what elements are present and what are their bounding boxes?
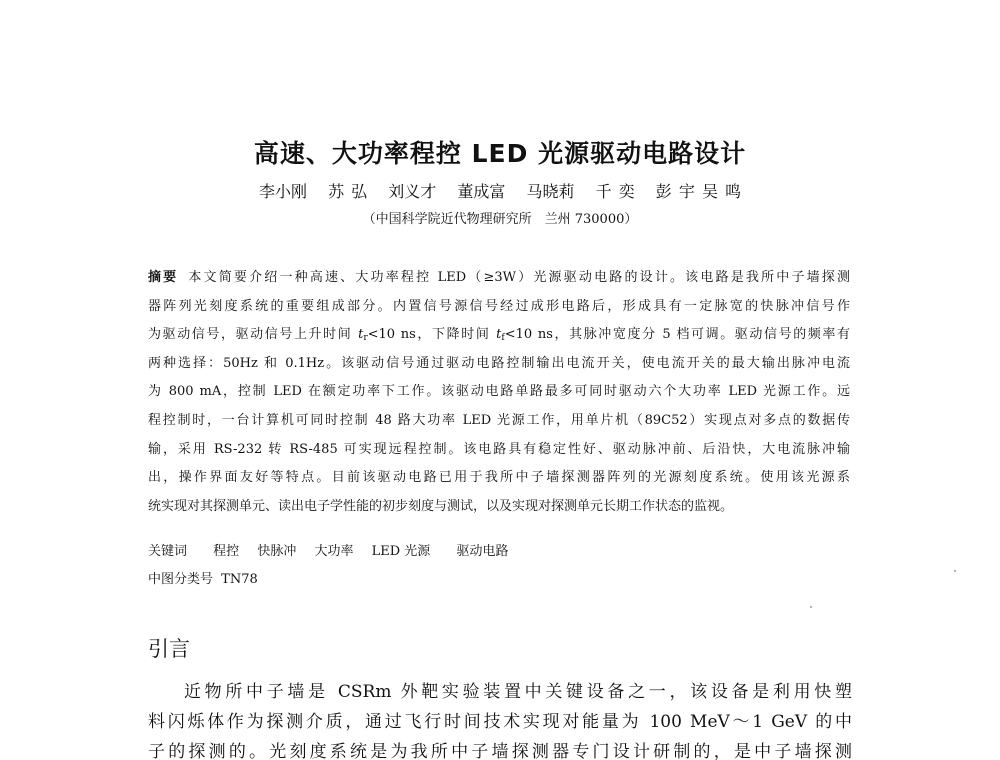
abstract-line: [148, 293, 850, 322]
keyword: 驱动电路: [456, 544, 509, 559]
keyword: 快脉冲: [257, 544, 297, 559]
abstract-line: [148, 321, 850, 350]
classification-label: 中图分类号: [148, 572, 214, 587]
abstract-text: 程控制时，一台计算机可同时控制 48 路大功率 LED 光源工作，用单片机（89C52）实现点对多点的数据传: [148, 412, 850, 428]
abstract-text: 为 800 mA，控制 LED 在额定功率下工作。该驱动电路单路最多可同时驱动六个大功率 LED 光源工作。远: [148, 384, 850, 400]
keywords: [148, 540, 508, 559]
scan-speck: [954, 570, 956, 572]
author: 李小刚: [258, 182, 307, 201]
body-line: 子的探测的。光刻度系统是为我所中子墙探测器专门设计研制的，是中子墙探测: [148, 742, 852, 760]
author: 千 奕: [595, 182, 635, 201]
abstract-text: <10 ns，其脉冲宽度分 5 档可调。驱动信号的频率有: [504, 327, 850, 343]
abstract-line: [148, 436, 850, 465]
keyword: 大功率: [314, 544, 354, 559]
abstract-line: [148, 464, 850, 493]
abstract-text: 统实现对其探测单元、读出电子学性能的初步刻度与测试，以及实现对探测单元长期工作状态的监视。: [148, 498, 734, 514]
abstract-text: <10 ns，下降时间: [367, 327, 497, 343]
keyword: LED 光源: [371, 544, 431, 559]
body-text: [148, 677, 852, 760]
paper-title: 高速、大功率程控 LED 光源驱动电路设计: [253, 139, 747, 168]
classification: [148, 568, 258, 587]
classification-value: TN78: [221, 572, 258, 587]
author: 董成富: [457, 182, 506, 201]
fall-time-subscript: f: [501, 333, 505, 344]
abstract-line: [148, 350, 850, 379]
abstract-line: [148, 264, 850, 293]
body-line: 近物所中子墙是 CSRm 外靶实验装置中关键设备之一，该设备是利用快塑: [184, 682, 852, 702]
fall-time-symbol: t: [496, 327, 502, 343]
body-line: 料闪烁体作为探测介质，通过飞行时间技术实现对能量为 100 MeV～1 GeV 的中: [148, 712, 852, 732]
abstract-text: 两种选择：50Hz 和 0.1Hz。该驱动信号通过驱动电路控制输出电流开关，使电流开关的最大输出脉冲电流: [148, 355, 850, 371]
author-list: [0, 179, 1000, 202]
section-heading: 引言: [148, 637, 190, 661]
abstract-text: 为驱动信号，驱动信号上升时间: [148, 327, 359, 343]
abstract-text: 出，操作界面友好等特点。目前该驱动电路已用于我所中子墙探测器阵列的光源刻度系统。使用该光源系: [148, 470, 850, 486]
abstract: [148, 264, 850, 521]
abstract-text: 器阵列光刻度系统的重要组成部分。内置信号源信号经过成形电路后，形成具有一定脉宽的快脉冲信号作: [148, 298, 850, 314]
keyword: 程控: [213, 544, 240, 559]
scan-speck: [810, 606, 812, 608]
abstract-text: 本文简要介绍一种高速、大功率程控 LED（≥3W）光源驱动电路的设计。该电路是我所中子墙探测: [188, 270, 850, 285]
abstract-text: 输，采用 RS-232 转 RS-485 可实现远程控制。该电路具有稳定性好、驱动脉冲前、后沿快，大电流脉冲输: [148, 441, 850, 457]
keywords-label: 关键词: [148, 544, 188, 559]
affiliation: （中国科学院近代物理研究所 兰州 730000）: [362, 212, 638, 227]
author: 马晓莉: [526, 182, 575, 201]
rise-time-subscript: r: [363, 333, 368, 344]
abstract-line: [148, 493, 850, 522]
abstract-label: 摘要: [148, 270, 179, 285]
abstract-line: [148, 407, 850, 436]
author: 苏 弘: [328, 182, 368, 201]
author: 彭 宇 吴 鸣: [655, 182, 742, 201]
author: 刘义才: [388, 182, 437, 201]
rise-time-symbol: t: [358, 327, 364, 343]
abstract-line: [148, 378, 850, 407]
